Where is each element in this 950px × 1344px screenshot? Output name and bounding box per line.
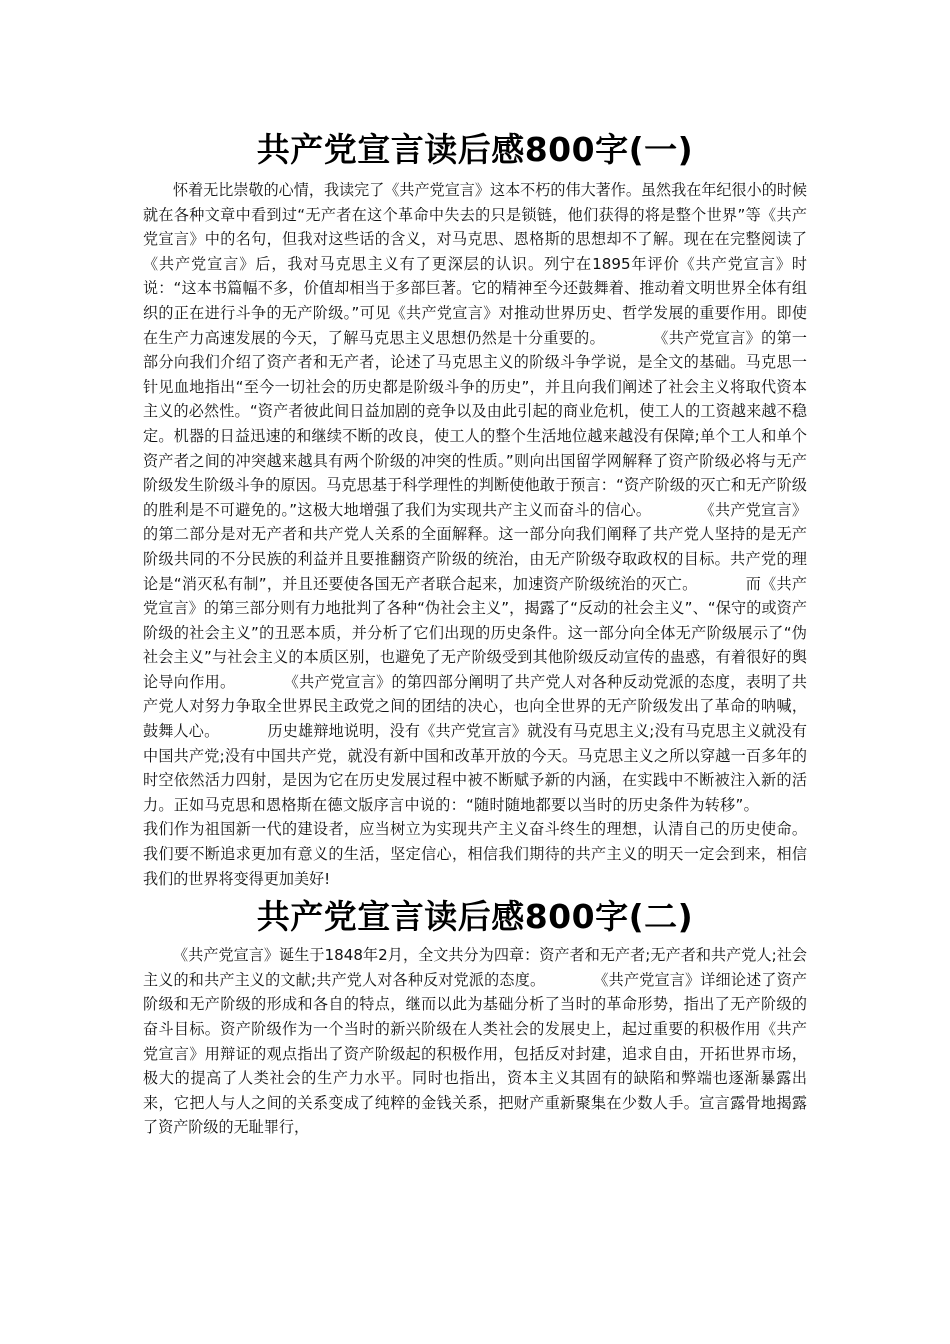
essay-2-title: 共产党宣言读后感800字(二) xyxy=(256,897,694,937)
essay-1-paragraph-2: 《共产党宣言》的第一部分向我们介绍了资产者和无产者，论述了马克思主义的阶级斗争学说，是全文的基础。马克思一针见血地指出“至今一切社会的历史都是阶级斗争的历史”，并且向我们阐述了社会主义将取代资本主义的必然性。“资产者彼此间日益加剧的竞争以及由此引起的商业危机，使工人的工资越来越不稳定。机器的日益迅速的和继续不断的改良，使工人的整个生活地位越来越没有保障;单个工人和单个资产者之间的冲突越来越具有两个阶级的冲突的性质。”则向出国留学网解释了资产阶级必将与无产阶级发生阶级斗争的原因。马克思基于科学理性的判断使他敢于预言：“资产阶级的灭亡和无产阶级的胜利是不可避免的。”这极大地增强了我们为实现共产主义而奋斗的信心。 xyxy=(143,328,807,519)
essay-1-paragraph-5: 《共产党宣言》的第四部分阐明了共产党人对各种反动党派的态度，表明了共产党人对努力争取全世界民主政党之间的团结的决心，也向全世界的无产阶级发出了革命的呐喊，鼓舞人心。 xyxy=(143,672,807,741)
essay-1-paragraph-4: 而《共产党宣言》的第三部分则有力地批判了各种“伪社会主义”，揭露了“反动的社会主义”、“保守的或资产阶级的社会主义”的丑恶本质，并分析了它们出现的历史条件。这一部分向全体无产阶级展示了“伪社会主义”与社会主义的本质区别，也避免了无产阶级受到其他阶级反动宣传的蛊惑，有着很好的舆论导向作用。 xyxy=(143,574,807,691)
essay-2-paragraph-2: 《共产党宣言》详细论述了资产阶级和无产阶级的形成和各自的特点，继而以此为基础分析了当时的革命形势，指出了无产阶级的奋斗目标。资产阶级作为一个当时的新兴阶级在人类社会的发展史上，起过重要的积极作用《共产党宣言》用辩证的观点指出了资产阶级起的积极作用，包括反对封建，追求自由，开拓世界市场，极大的提高了人类社会的生产力水平。同时也指出，资本主义其固有的缺陷和弊端也逐渐暴露出来，它把人与人之间的关系变成了纯粹的金钱关系，把财产重新聚集在少数人手。宣言露骨地揭露了资产阶级的无耻罪行， xyxy=(143,970,807,1137)
essay-1-paragraph-3: 《共产党宣言》的第二部分是对无产者和共产党人关系的全面解释。这一部分向我们阐释了共产党人坚持的是无产阶级共同的不分民族的利益并且要推翻资产阶级的统治，由无产阶级夺取政权的目标。共产党的理论是“消灭私有制”，并且还要使各国无产者联合起来，加速资产阶级统治的灭亡。 xyxy=(143,500,807,593)
essay-2-body xyxy=(143,943,807,1140)
essay-1-paragraph-1: 怀着无比崇敬的心情，我读完了《共产党宣言》这本不朽的伟大著作。虽然我在年纪很小的时候就在各种文章中看到过“无产者在这个革命中失去的只是锁链，他们获得的将是整个世界”等《共产党宣言》中的名句，但我对这些话的含义，对马克思、恩格斯的思想却不了解。现在在完整阅读了《共产党宣言》后，我对马克思主义有了更深层的认识。列宁在1895年评价《共产党宣言》时说：“这本书篇幅不多，价值却相当于多部巨著。它的精神至今还鼓舞着、推动着文明世界全体有组织的正在进行斗争的无产阶级。”可见《共产党宣言》对推动世界历史、哲学发展的重要作用。即使在生产力高速发展的今天，了解马克思主义思想仍然是十分重要的。 xyxy=(143,181,807,347)
essay-1-paragraph-6: 历史雄辩地说明，没有《共产党宣言》就没有马克思主义;没有马克思主义就没有中国共产党;没有中国共产党，就没有新中国和改革开放的今天。马克思主义之所以穿越一百多年的时空依然活力四射，是因为它在历史发展过程中被不断赋予新的内涵，在实践中不断被注入新的活力。正如马克思和恩格斯在德文版序言中说的：“随时随地都要以当时的历史条件为转移”。 xyxy=(143,722,807,814)
essay-1-title: 共产党宣言读后感800字(一) xyxy=(256,130,694,169)
essay-1-paragraph-7: 我们作为祖国新一代的建设者，应当树立为实现共产主义奋斗终生的理想，认清自己的历史使命。我们要不断追求更加有意义的生活，坚定信心，相信我们期待的共产主义的明天一定会到来，相信我们的世界将变得更加美好! xyxy=(143,820,807,888)
document-page xyxy=(143,126,807,1140)
essay-1-body xyxy=(143,178,807,891)
essay-2-paragraph-1: 《共产党宣言》诞生于1848年2月，全文共分为四章：资产者和无产者;无产者和共产党人;社会主义的和共产主义的文献;共产党人对各种反对党派的态度。 xyxy=(143,946,807,989)
